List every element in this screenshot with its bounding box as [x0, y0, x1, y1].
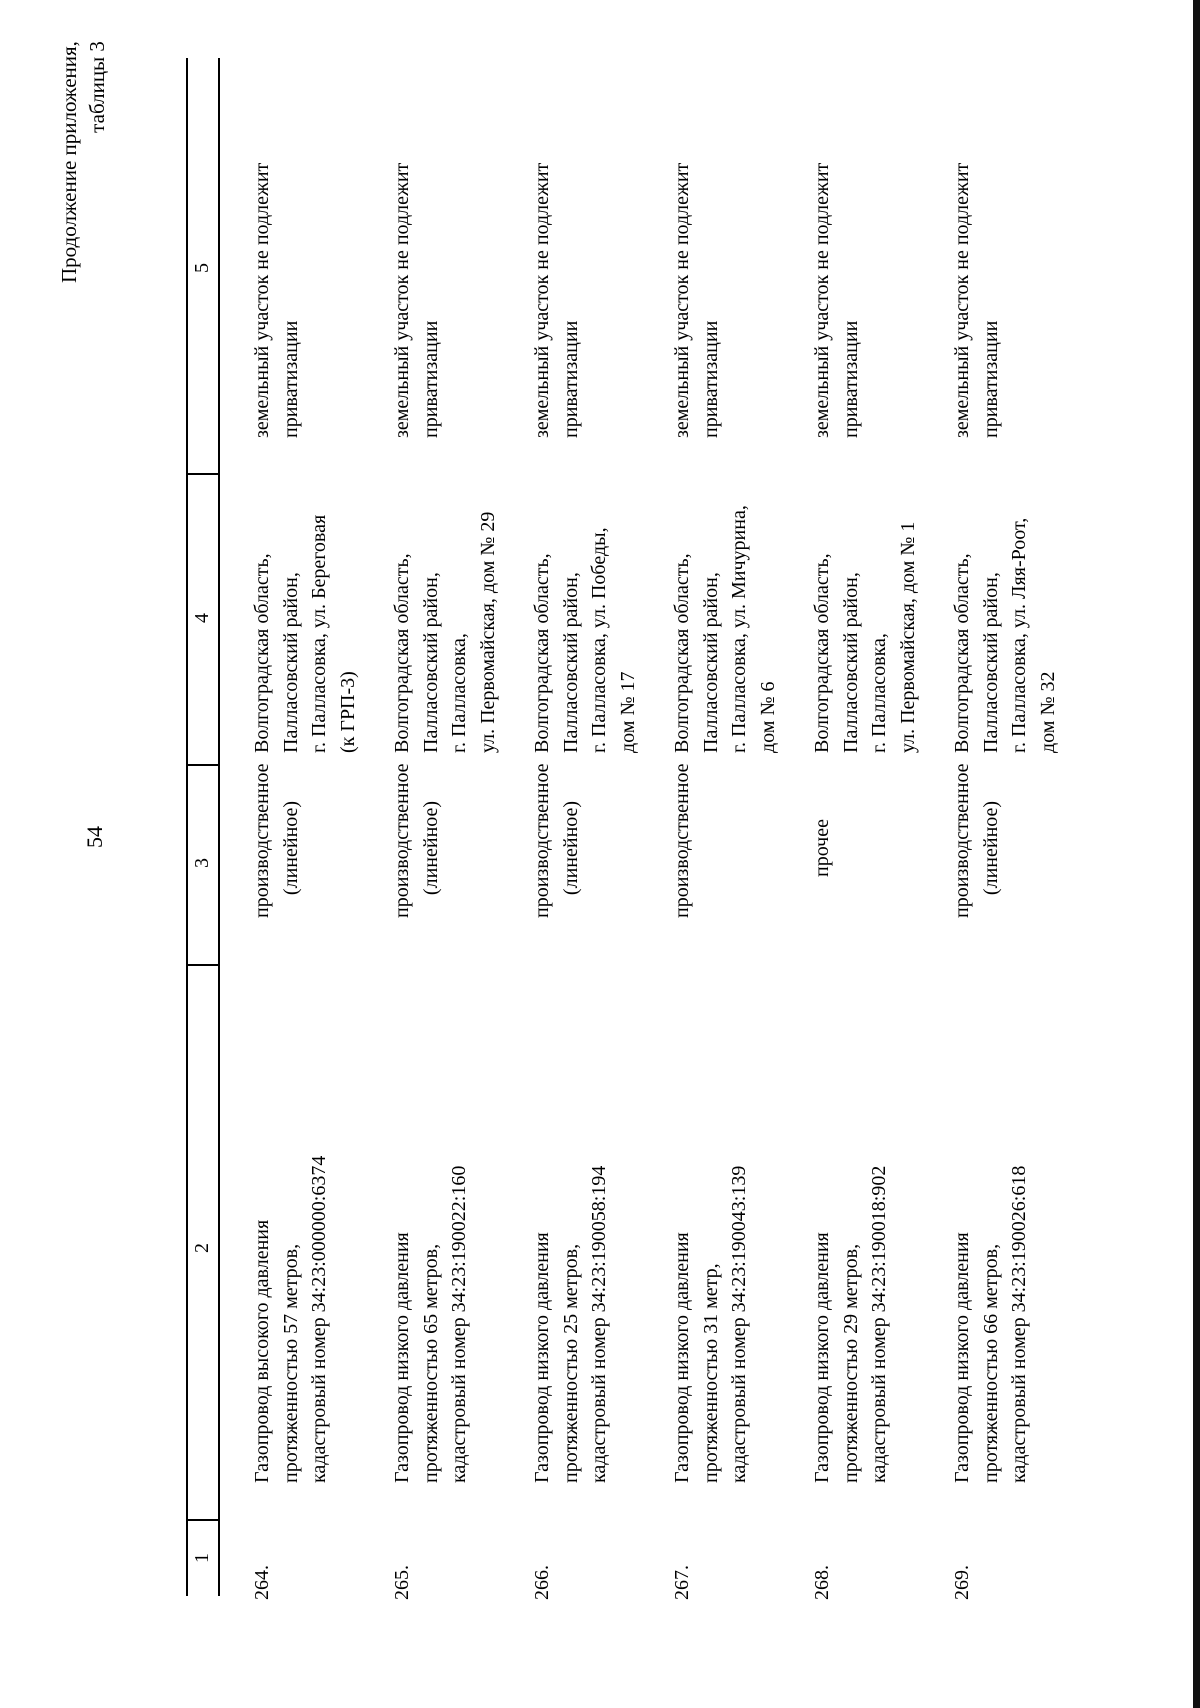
table-top-rule	[186, 58, 188, 1596]
row-number-cell	[388, 1540, 417, 1600]
column-divider	[186, 1519, 220, 1521]
object-address-line: дом № 6	[756, 681, 779, 753]
object-note-line: приватизации	[279, 320, 302, 438]
object-name-line: кадастровый номер 34:23:190018:902	[868, 1165, 890, 1483]
object-name-cell	[808, 943, 894, 1483]
object-address-line: Палласовский район,	[559, 572, 582, 753]
object-category-line: (линейное)	[419, 800, 442, 896]
object-name-line: Газопровод высокого давления	[251, 1219, 273, 1483]
object-category-cell	[948, 763, 1005, 918]
object-category-line: производственное	[251, 763, 273, 918]
object-note-line: земельный участок не подлежит	[391, 162, 413, 438]
header-col-1: 1	[191, 1553, 213, 1563]
object-name-cell	[948, 943, 1034, 1483]
object-name-line: протяженностью 66 метров,	[979, 1243, 1002, 1483]
object-address-cell	[388, 453, 502, 753]
object-category-line: производственное	[951, 763, 973, 918]
object-category-line: (линейное)	[979, 800, 1002, 896]
column-divider	[186, 964, 220, 966]
object-name-line: протяженностью 29 метров,	[839, 1243, 862, 1483]
object-name-line: протяженностью 57 метров,	[279, 1243, 302, 1483]
object-category-cell	[388, 763, 445, 918]
object-address-cell	[528, 453, 642, 753]
object-note-line: приватизации	[979, 320, 1002, 438]
page-number: 54	[82, 826, 107, 848]
object-address-line: Волгоградская область,	[951, 553, 973, 753]
row-number-line: 266.	[531, 1565, 553, 1600]
object-address-line: Палласовский район,	[839, 572, 862, 753]
object-name-line: Газопровод низкого давления	[951, 1232, 973, 1483]
row-number-line: 268.	[811, 1565, 833, 1600]
object-name-line: кадастровый номер 34:23:190026:618	[1008, 1165, 1030, 1483]
object-category-line: (линейное)	[279, 800, 302, 896]
object-address-cell	[668, 453, 782, 753]
object-note-line: приватизации	[699, 320, 722, 438]
row-number-line: 265.	[391, 1565, 413, 1600]
object-address-line: Волгоградская область,	[531, 553, 553, 753]
object-note-line: земельный участок не подлежит	[531, 162, 553, 438]
object-address-line: г. Палласовка, ул. Победы,	[588, 527, 610, 753]
object-address-line: Палласовский район,	[699, 572, 722, 753]
object-address-line: г. Палласовка,	[868, 633, 890, 753]
object-name-line: кадастровый номер 34:23:190043:139	[728, 1165, 750, 1483]
header-col-2: 2	[191, 1243, 213, 1253]
object-address-cell	[248, 453, 362, 753]
object-category-line: прочее	[811, 819, 833, 877]
object-category-line: (линейное)	[559, 800, 582, 896]
object-address-line: г. Палласовка, ул. Мичурина,	[728, 505, 750, 753]
object-address-line: ул. Первомайская, дом № 1	[896, 521, 919, 753]
object-address-line: Волгоградская область,	[811, 553, 833, 753]
object-address-line: Волгоградская область,	[251, 553, 273, 753]
column-divider	[186, 764, 220, 766]
row-number-cell	[248, 1540, 277, 1600]
object-note-cell	[388, 58, 445, 438]
object-category-line: производственное	[391, 763, 413, 918]
object-name-cell	[528, 943, 614, 1483]
row-number-line: 269.	[951, 1565, 973, 1600]
row-number-cell	[528, 1540, 557, 1600]
object-name-line: Газопровод низкого давления	[811, 1232, 833, 1483]
row-number-line: 267.	[671, 1565, 693, 1600]
continuation-note	[55, 41, 111, 283]
object-note-cell	[668, 58, 725, 438]
object-note-cell	[948, 58, 1005, 438]
object-note-line: земельный участок не подлежит	[671, 162, 693, 438]
object-note-cell	[248, 58, 305, 438]
object-address-cell	[808, 453, 922, 753]
object-address-line: ул. Первомайская, дом № 29	[476, 511, 499, 753]
object-note-line: земельный участок не подлежит	[951, 162, 973, 438]
object-name-line: кадастровый номер 34:23:190022:160	[448, 1165, 470, 1483]
object-address-line: г. Палласовка, ул. Ляя-Роот,	[1008, 517, 1030, 753]
object-note-cell	[808, 58, 865, 438]
object-category-line: производственное	[531, 763, 553, 918]
object-name-cell	[388, 943, 474, 1483]
object-note-line: земельный участок не подлежит	[811, 162, 833, 438]
row-number-cell	[948, 1540, 977, 1600]
object-category-line: производственное	[671, 763, 693, 918]
object-address-line: дом № 17	[616, 671, 639, 753]
object-name-line: кадастровый номер 34:23:190058:194	[588, 1165, 610, 1483]
object-name-line: Газопровод низкого давления	[671, 1232, 693, 1483]
object-category-cell	[248, 763, 305, 918]
object-address-line: г. Палласовка,	[448, 633, 470, 753]
continuation-line-2: таблицы 3	[85, 41, 109, 133]
object-note-line: приватизации	[839, 320, 862, 438]
object-address-line: (к ГРП-3)	[336, 671, 359, 753]
continuation-line-1: Продолжение приложения,	[57, 41, 81, 283]
object-category-cell	[808, 778, 837, 918]
object-address-line: Палласовский район,	[979, 572, 1002, 753]
object-name-line: протяженностью 65 метров,	[419, 1243, 442, 1483]
object-name-line: Газопровод низкого давления	[391, 1232, 413, 1483]
object-address-line: Палласовский район,	[279, 572, 302, 753]
object-address-line: Палласовский район,	[419, 572, 442, 753]
header-col-5: 5	[191, 263, 213, 273]
object-name-cell	[248, 943, 334, 1483]
object-name-line: протяженностью 31 метр,	[699, 1263, 722, 1483]
object-address-line: Волгоградская область,	[391, 553, 413, 753]
column-divider	[186, 473, 220, 475]
row-number-cell	[668, 1540, 697, 1600]
object-note-line: приватизации	[419, 320, 442, 438]
header-col-3: 3	[191, 858, 213, 868]
row-number-cell	[808, 1540, 837, 1600]
object-category-cell	[528, 763, 585, 918]
object-address-line: г. Палласовка, ул. Береговая	[308, 514, 330, 753]
object-note-cell	[528, 58, 585, 438]
object-name-cell	[668, 943, 754, 1483]
object-name-line: протяженностью 25 метров,	[559, 1243, 582, 1483]
object-address-line: дом № 32	[1036, 671, 1059, 753]
row-number-line: 264.	[251, 1565, 273, 1600]
table-header-rule	[218, 58, 220, 1596]
object-name-line: Газопровод низкого давления	[531, 1232, 553, 1483]
object-address-cell	[948, 453, 1062, 753]
object-name-line: кадастровый номер 34:23:000000:6374	[308, 1155, 330, 1483]
object-note-line: приватизации	[559, 320, 582, 438]
object-category-cell	[668, 763, 697, 918]
header-col-4: 4	[191, 613, 213, 623]
object-note-line: земельный участок не подлежит	[251, 162, 273, 438]
object-address-line: Волгоградская область,	[671, 553, 693, 753]
